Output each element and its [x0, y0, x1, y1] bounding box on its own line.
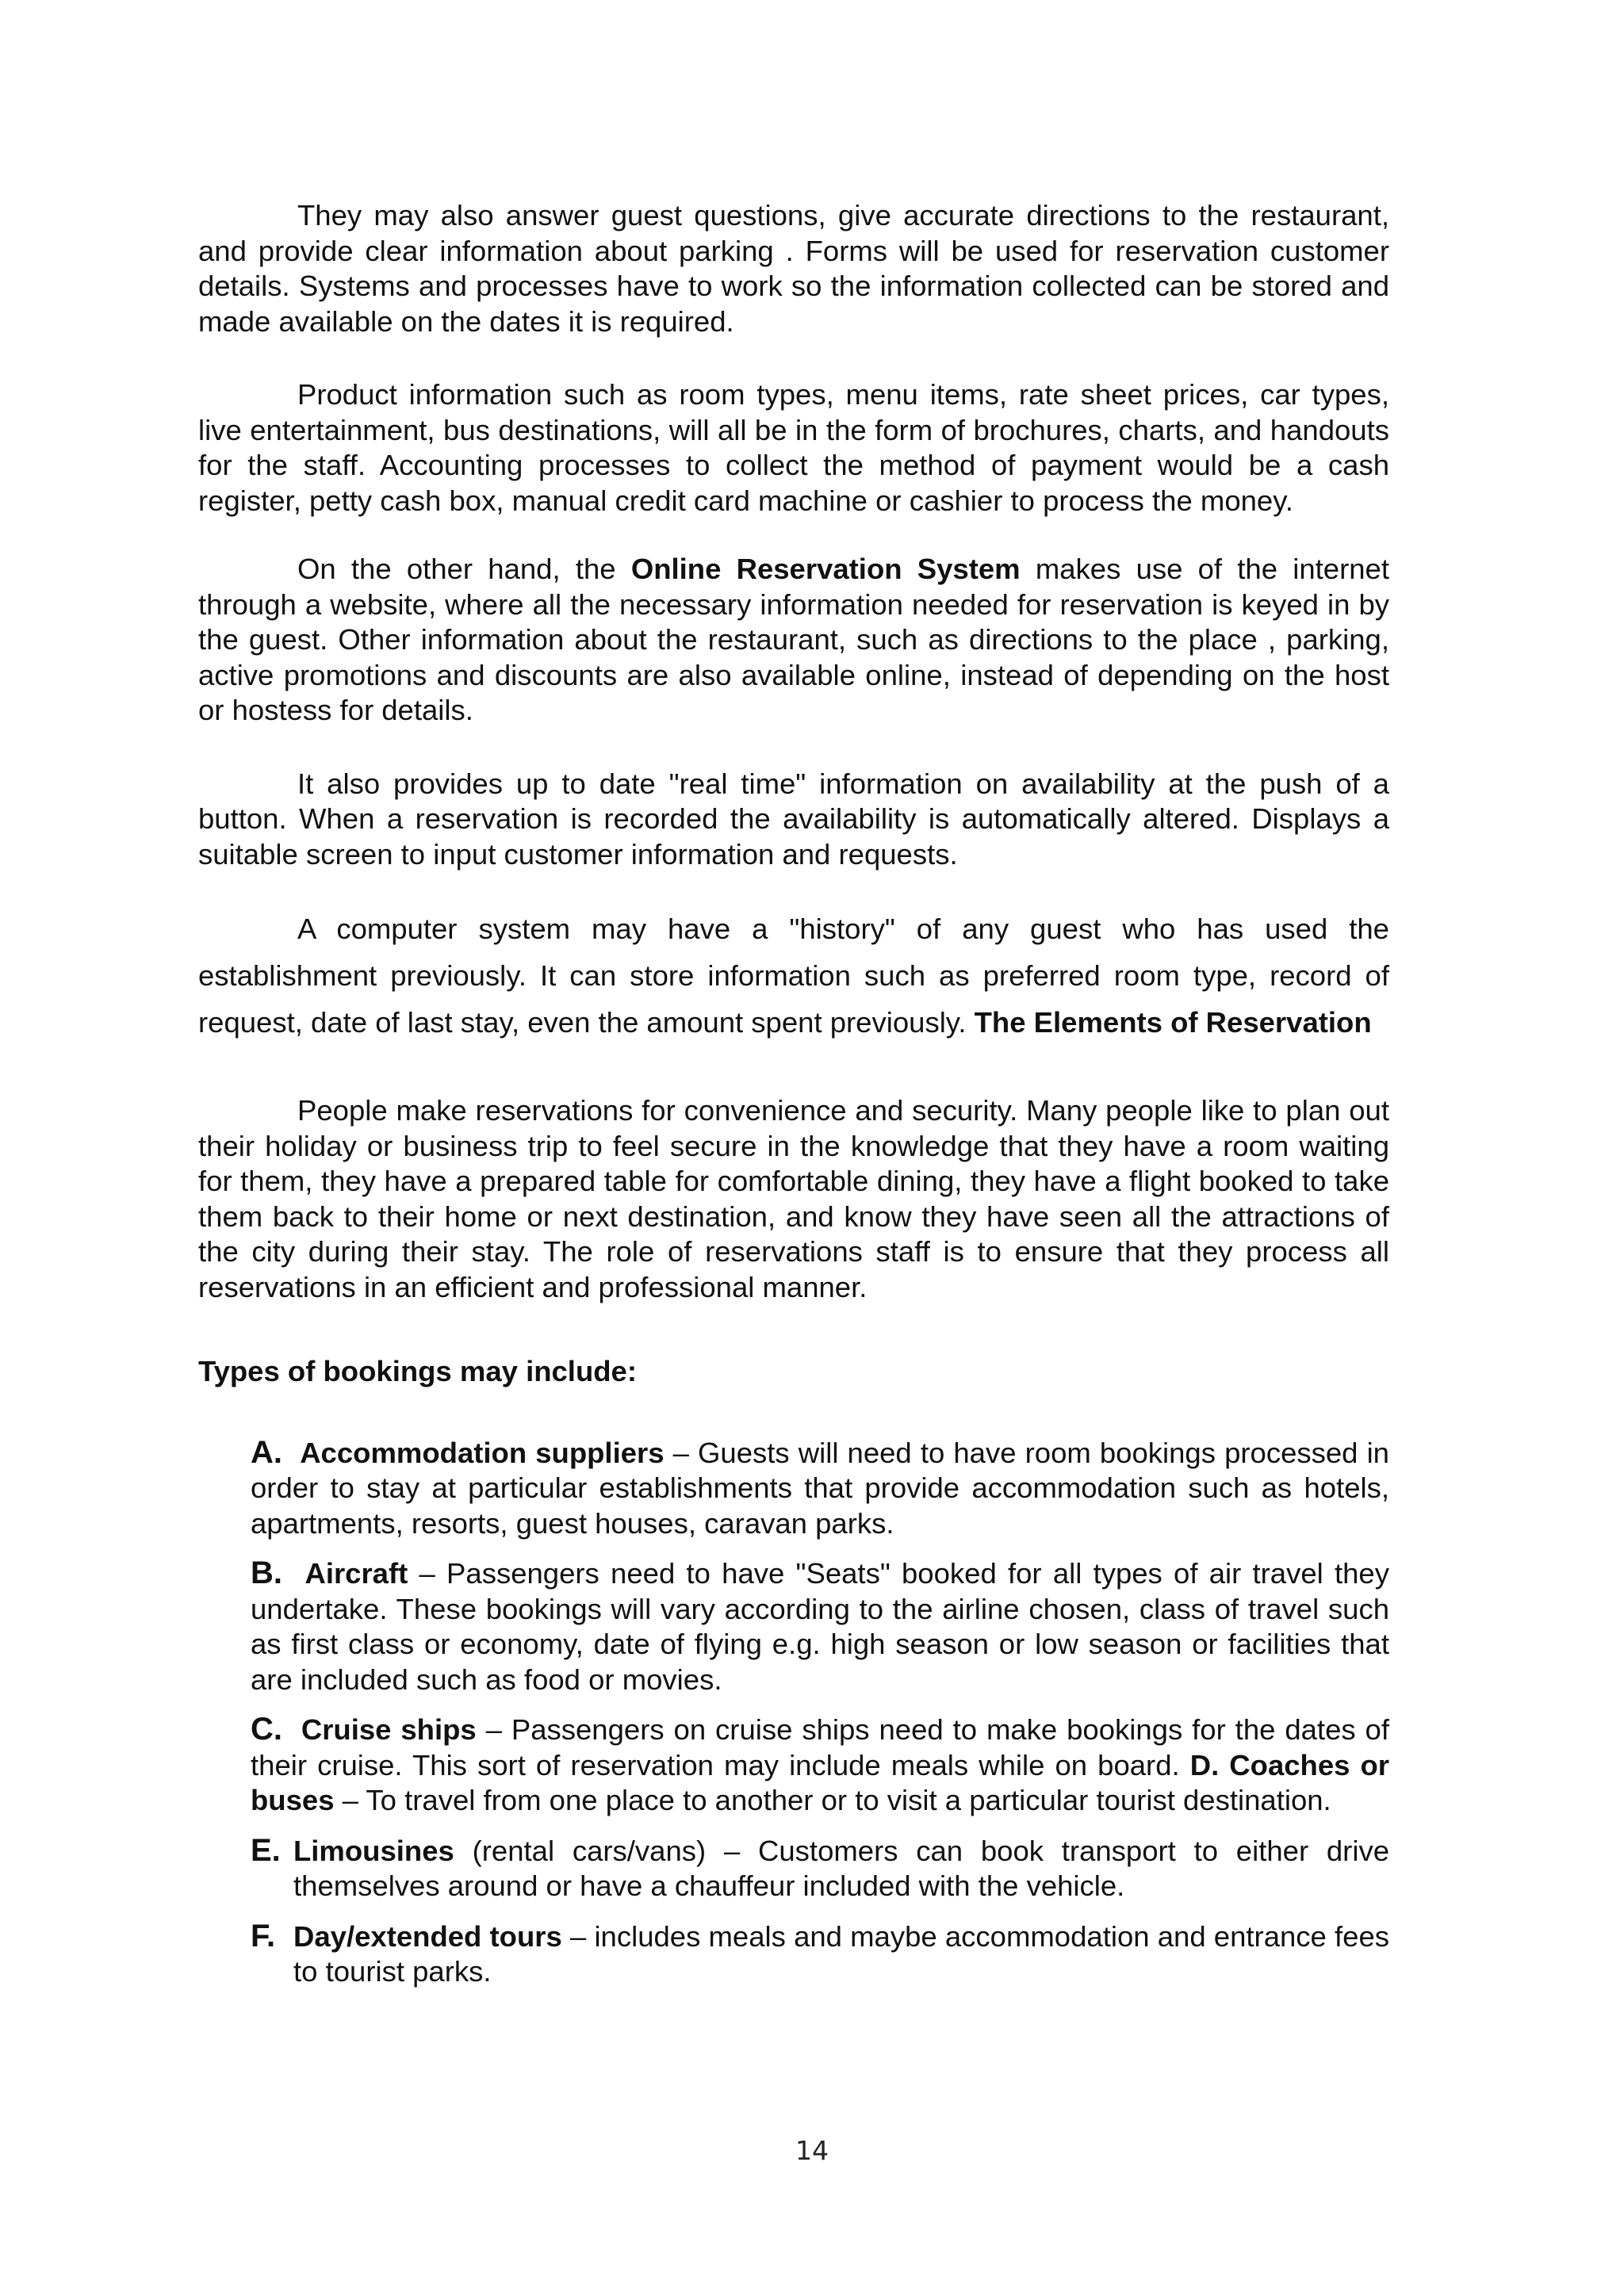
paragraph-text: People make reservations for convenience and security. Many people like to plan out their holiday or business trip to feel secure in the knowledge that they have a room waiting for them, they have a prepared table for comfortable dining, they have a flight booked to take them back to their home or next destination, and know they have seen all the attractions of the city during their stay. The role of reservations staff is to ensure that they process all reservations in an efficient and professional manner. [198, 1094, 1389, 1303]
list-item-text: – Passengers need to have "Seats" booked for all types of air travel they undertake. These bookings will vary according to the airline chosen, class of travel such as first class or economy, date of flying e.g. high season or low season or facilities that are included such as food or movies. [251, 1557, 1389, 1696]
list-item-text: – Guests will need to have room bookings processed in order to stay at particular establishments that provide accommodation such as hotels, apartments, resorts, guest houses, caravan parks. [251, 1436, 1389, 1540]
paragraph-text: It also provides up to date "real time" information on availability at the push of a button. When a reservation is recorded the availability is automatically altered. Displays a suitable screen to input customer information and requests. [198, 767, 1389, 871]
list-item-text: – includes meals and maybe accommodation and entrance fees to tourist parks. [293, 1919, 1390, 1988]
list-marker: F. [251, 1918, 276, 1954]
coaches-buses-title: D. Coaches or buses [251, 1748, 1390, 1816]
paragraph-text-start: On the other hand, the [297, 553, 631, 585]
coaches-buses-text: – To travel from one place to another or to visit a particular tourist destination. [334, 1784, 1331, 1816]
list-item-day-extended-tours [251, 1919, 1389, 1990]
list-marker: E. [251, 1832, 281, 1868]
document-page [198, 198, 1389, 2004]
list-item-text: – Passengers on cruise ships need to make bookings for the dates of their cruise. This sort of reservation may include meals while on board. [251, 1713, 1389, 1781]
booking-types-list [251, 1435, 1389, 1990]
list-item-title: Accommodation suppliers [300, 1436, 665, 1469]
list-item-limousines [251, 1833, 1389, 1904]
list-item-title: Limousines [293, 1834, 454, 1867]
paragraph-guest-questions [198, 198, 1389, 339]
online-reservation-system-term: Online Reservation System [630, 553, 1021, 585]
paragraph-product-information [198, 377, 1389, 519]
list-item-accommodation [251, 1435, 1389, 1542]
paragraph-computer-history [198, 905, 1389, 1046]
list-marker: B. [251, 1556, 282, 1590]
elements-of-reservation-heading: The Elements of Reservation [974, 1006, 1372, 1039]
paragraph-text-end: makes use of the internet through a website, where all the necessary information needed for reservation is keyed in by the guest. Other information about the restaurant, such as directions to the place , parking, active promotions and discounts are also available online, instead of depending on the host or hostess for details. [198, 553, 1389, 726]
list-item-title: Day/extended tours [293, 1919, 562, 1953]
page-number: 14 [795, 2135, 829, 2166]
list-item-aircraft [251, 1556, 1389, 1697]
paragraph-reasons-for-reservations [198, 1093, 1389, 1305]
list-marker: A. [251, 1434, 282, 1470]
paragraph-online-reservation-system [198, 552, 1389, 729]
types-of-bookings-heading: Types of bookings may include: [198, 1355, 637, 1387]
paragraph-text: A computer system may have a "history" of any guest who has used the establishment previously. It can store information such as preferred room type, record of request, date of last stay, even the amount spent previously. [198, 913, 1389, 1039]
list-item-text: (rental cars/vans) – Customers can book transport to either drive themselves around or have a chauffeur included with the vehicle. [293, 1834, 1389, 1902]
list-item-cruise-ships [251, 1712, 1389, 1819]
list-item-title: Aircraft [304, 1557, 408, 1590]
paragraph-real-time-information [198, 767, 1389, 873]
paragraph-text: Product information such as room types, menu items, rate sheet prices, car types, live entertainment, bus destinations, will all be in the form of brochures, charts, and handouts for the staff. Accounting processes to collect the method of payment would be a cash register, petty cash box, manual credit card machine or cashier to process the money. [198, 378, 1389, 517]
paragraph-text: They may also answer guest questions, give accurate directions to the restaurant, and provide clear information about parking . Forms will be used for reservation customer details. Systems and processes have to work so the information collected can be stored and made available on the dates it is required. [198, 199, 1389, 338]
list-item-title: Cruise ships [301, 1713, 477, 1746]
list-marker: C. [251, 1712, 282, 1747]
